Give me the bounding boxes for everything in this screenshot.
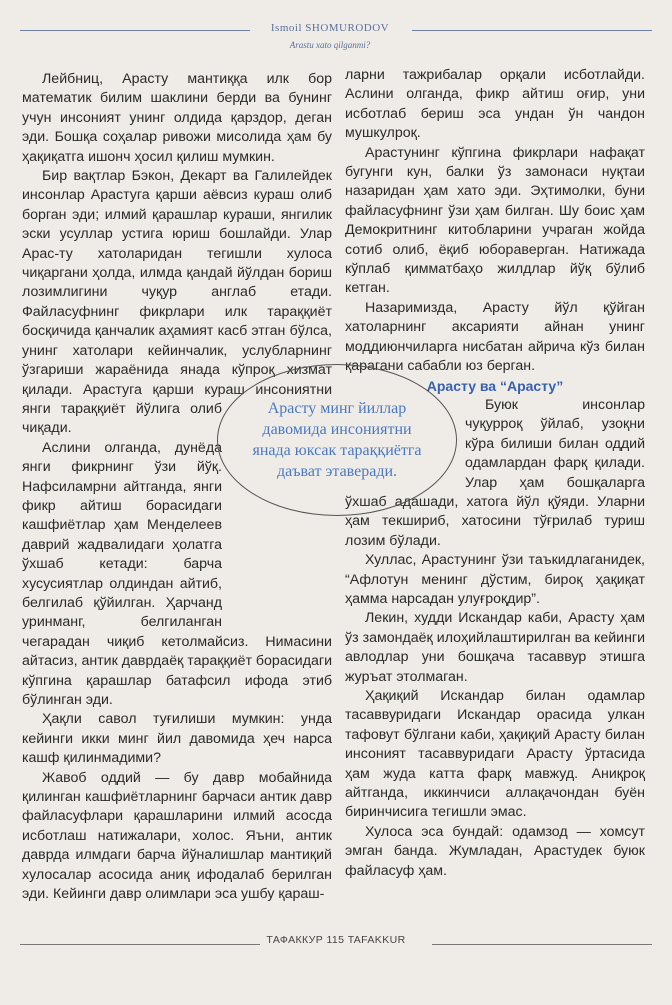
paragraph: Аслини олганда, дунёда янги фикрнинг ўзи йўқ. Нафсиламрни айтганда, янги фикр айтиш борасидаги кашфиётлар ҳам Менделеев даврий жадвалидаги ҳолатга ўхшаб кетади: барча хусусиятлар олдиндан айтиб, белгилаб қўйилган. Ҳарчанд уринманг, белгиланган чегарадан чиқиб кетолмайсиз. Нимасини айтасиз, антик даврдаёқ тараққиёт борасидаги кўпгина қарашлар батафсил ифода этиб бўлинган эди.	[22, 439, 332, 708]
section-heading: Арасту ва “Арасту”	[426, 377, 564, 394]
paragraph: Буюк инсонлар чуқурроқ ўйлаб, узоқни кўра билиши билан оддий одамлардан фарқ қилади. Улар ҳам бошқаларга ўхшаб адашади, хатога йўл қўяди. Уларни ҳам текшириб, хатосини тўғрилаб туриш лозим бўлади.	[345, 396, 645, 549]
header-rule-left	[20, 30, 250, 31]
pull-quote: Арасту минг йиллар давомида инсониятни янада юксак тараққиётга даъват этаверади.	[252, 400, 422, 480]
header-rule-right	[412, 30, 652, 31]
header-subtitle: Arastu xato qilganmi?	[289, 40, 371, 50]
header-author: Ismoil SHOMURODOV	[270, 22, 390, 34]
paragraph: Арастунинг кўпгина фикрлари нафақат бугунги кун, балки ўз замонаси нуқтаи назаридан ҳам хато эди. Эҳтимолки, буни файласуфнинг ўзи ҳам билган. Шу боис ҳам Демокритнинг китобларини учраган жойда сотиб олиб, ёқиб юбораверган. Натижада кўплаб қимматбаҳо жилдлар йўқ бўлиб кетган.	[345, 144, 645, 297]
footer	[0, 934, 672, 946]
paragraph: Лекин, худди Искандар каби, Арасту ҳам ўз замондаёқ илоҳийлаштирилган ва кейинги авлодлар уни бошқача тасаввур этишга журъат этолмаган.	[345, 610, 645, 685]
footer-magazine-name: ТАФАККУР	[266, 934, 324, 946]
footer-magazine-name-latin: TAFAKKUR	[347, 934, 406, 946]
paragraph: Хулоса эса бундай: одамзод — хомсут эмган банда. Жумладан, Арастудек буюк файласуф ҳам.	[345, 823, 645, 879]
page-number: 115	[326, 934, 345, 946]
paragraph: Жавоб оддий — бу давр мобайнида қилинган кашфиётларнинг барчаси антик давр файласуфлари қарашларини илмий асосда исботлаш натижалари, холос. Яъни, антик даврда илмдаги барча йўналишлар мантиқий хулосалар асосида аниқ ифодалаб берилган эди. Кейинги давр олимлари эса ушбу қараш-	[22, 769, 332, 903]
paragraph: Ҳақли савол туғилиши мумкин: унда кейинги икки минг йил давомида ҳеч нарса кашф қилинмадими?	[22, 711, 332, 767]
paragraph: Ҳақиқий Искандар билан одамлар тасаввуридаги Искандар орасида улкан тафовут бўлгани каби, ҳақиқий Арасту билан инсоният тасаввуридаги Арасту ўртасида ҳам жуда катта фарқ мавжуд. Аниқроқ айтганда, иккинчиси аллақачондан буён биринчисига тегишли эмас.	[345, 688, 645, 821]
paragraph: Лейбниц, Арасту мантиққа илк бор математик билим шаклини берди ва бунинг учун инсоният унинг олдида қарздор, деган эди. Бошқа соҳалар ривожи мисолида ҳам бу ҳақиқатга ишонч ҳосил қилиш мумкин.	[22, 71, 332, 165]
paragraph: Хуллас, Арастунинг ўзи таъкидлаганидек, “Афлотун менинг дўстим, бироқ ҳақиқат ҳамма нарсадан улуғроқдир”.	[345, 552, 645, 607]
paragraph: Назаримизда, Арасту йўл қўйган хатоларнинг аксарияти айнан унинг моддиюнчиларга нисбатан айрича кўз билан қарагани сабабли юз берган.	[345, 299, 645, 375]
paragraph: Бир вақтлар Бэкон, Декарт ва Галилейдек инсонлар Арастуга қарши аёвсиз кураш олиб борган эди; илмий қарашлар кураши, янгилик эски усуллар устига юриш бошлайди. Улар Арас-ту хатоларидан тегишли хулоса чиқаргани ҳолда, илмда қандай йўлдан бориш лозимлигини чуқур англаб етади. Файласуфнинг фикрлари илк тараққиёт босқичида қанчалик аҳамият касб этган бўлса, унинг хатолари кейинчалик, услубларнинг ўзгариши жараёнида янада кўпроқ хизмат қилади. Арастуга қарши кураш инсониятни янги тараққиёт йўлига олиб чиқади.	[22, 168, 332, 437]
paragraph: ларни тажрибалар орқали исботлайди. Аслини олганда, фикр айтиш оғир, уни исботлаб бериш эса ундан ўн чандон мушкулроқ.	[345, 67, 645, 142]
pull-quote-ellipse	[217, 364, 457, 516]
